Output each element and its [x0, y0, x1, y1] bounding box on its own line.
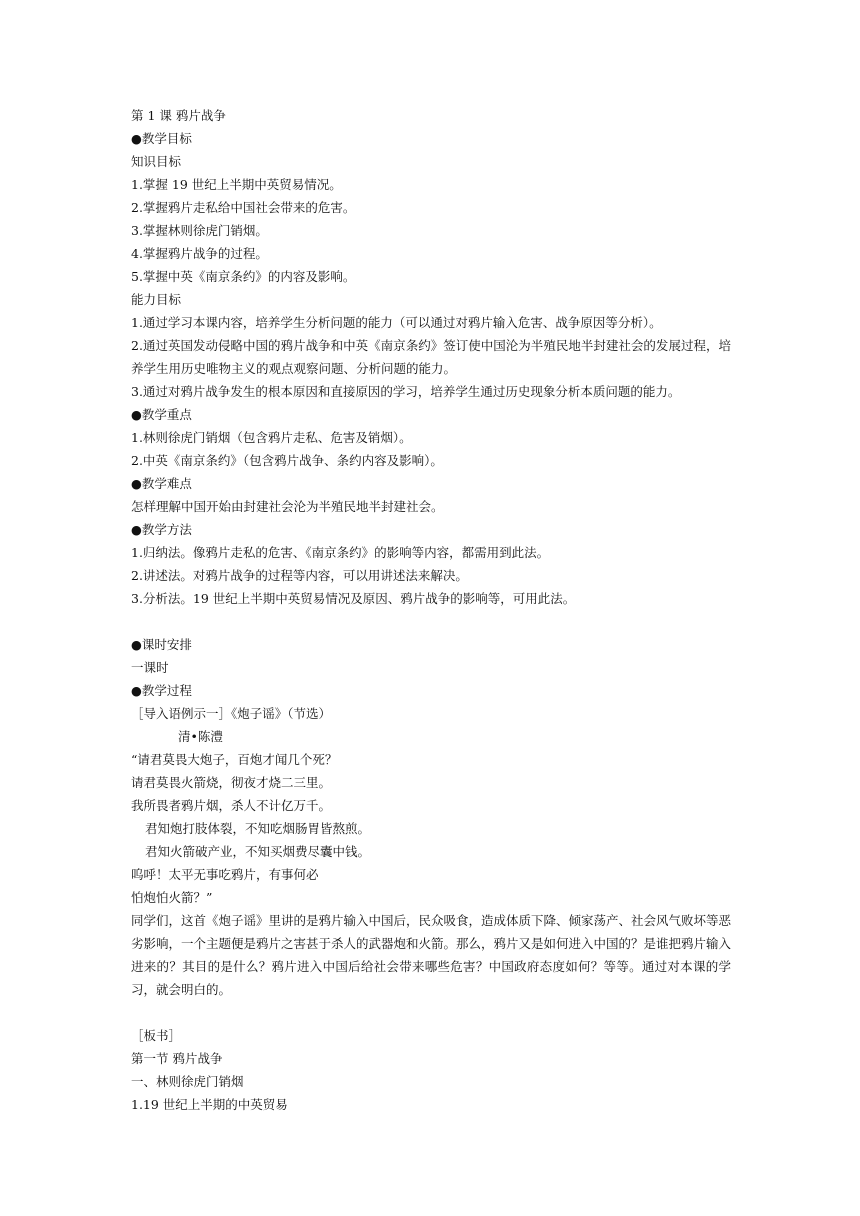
board-label: ［板书］ — [131, 1028, 182, 1043]
spacer — [131, 1001, 731, 1024]
knowledge-objective-item: 3.掌握林则徐虎门销烟。 — [131, 223, 268, 238]
knowledge-objective-item: 4.掌握鸦片战争的过程。 — [131, 246, 268, 261]
key-points-heading: ●教学重点 — [131, 407, 192, 422]
method-item: 1.归纳法。像鸦片走私的危害、《南京条约》的影响等内容，都需用到此法。 — [131, 545, 550, 560]
ability-objective-item: 1.通过学习本课内容，培养学生分析问题的能力（可以通过对鸦片输入危害、战争原因等分析）。 — [131, 315, 662, 330]
intro-label: ［导入语例示一］《炮子谣》（节选） — [131, 706, 332, 721]
board-point: 1.19 世纪上半期的中英贸易 — [131, 1097, 288, 1112]
lesson-plan-text — [131, 104, 731, 1116]
poem-line: 君知火箭破产业，不知买烟费尽囊中钱。 — [145, 844, 371, 859]
method-item: 2.讲述法。对鸦片战争的过程等内容，可以用讲述法来解决。 — [131, 568, 468, 583]
poem-line: 怕炮怕火箭？” — [131, 890, 213, 905]
schedule-heading: ●课时安排 — [131, 637, 192, 652]
board-section-title: 第一节 鸦片战争 — [131, 1051, 223, 1066]
poem-line: 我所畏者鸦片烟，杀人不计亿万千。 — [131, 798, 332, 813]
poem-line: 请君莫畏火箭烧，彻夜才烧二三里。 — [131, 775, 332, 790]
key-point-item: 1.林则徐虎门销烟（包含鸦片走私、危害及销烟）。 — [131, 430, 412, 445]
knowledge-objective-item: 1.掌握 19 世纪上半期中英贸易情况。 — [131, 177, 342, 192]
ability-objective-item: 2.通过英国发动侵略中国的鸦片战争和中英《南京条约》签订使中国沦为半殖民地半封建社会的发展过程，培养学生用历史唯物主义的观点观察问题、分析问题的能力。 — [131, 338, 731, 376]
knowledge-objective-item: 5.掌握中英《南京条约》的内容及影响。 — [131, 269, 356, 284]
spacer — [131, 610, 731, 633]
ability-objectives-heading: 能力目标 — [131, 292, 182, 307]
key-point-item: 2.中英《南京条约》（包含鸦片战争、条约内容及影响）。 — [131, 453, 443, 468]
method-item: 3.分析法。19 世纪上半期中英贸易情况及原因、鸦片战争的影响等，可用此法。 — [131, 591, 576, 606]
poem-line: 呜呼！太平无事吃鸦片，有事何必 — [131, 867, 319, 882]
difficulty-heading: ●教学难点 — [131, 476, 192, 491]
poem-line: “请君莫畏大炮子，百炮才闻几个死？ — [131, 752, 338, 767]
poem-author: 清•陈澧 — [178, 729, 223, 744]
knowledge-objective-item: 2.掌握鸦片走私给中国社会带来的危害。 — [131, 200, 356, 215]
methods-heading: ●教学方法 — [131, 522, 192, 537]
knowledge-objectives-heading: 知识目标 — [131, 154, 182, 169]
intro-paragraph: 同学们，这首《炮子谣》里讲的是鸦片输入中国后，民众吸食，造成体质下降、倾家荡产、社会风气败坏等恶劣影响，一个主题便是鸦片之害甚于杀人的武器炮和火箭。那么，鸦片又是如何进入中国的？是谁把鸦片输入进来的？其目的是什么？鸦片进入中国后给社会带来哪些危害？中国政府态度如何？等等。通过对本课的学习，就会明白的。 — [131, 913, 732, 997]
ability-objective-item: 3.通过对鸦片战争发生的根本原因和直接原因的学习，培养学生通过历史现象分析本质问题的能力。 — [131, 384, 681, 399]
poem-line: 君知炮打肢体裂，不知吃烟肠胃皆熬煎。 — [145, 821, 371, 836]
lesson-title: 第 1 课 鸦片战争 — [131, 108, 226, 123]
schedule-text: 一课时 — [131, 660, 169, 675]
board-subheading: 一、林则徐虎门销烟 — [131, 1074, 244, 1089]
objectives-heading: ●教学目标 — [131, 131, 192, 146]
process-heading: ●教学过程 — [131, 683, 192, 698]
difficulty-text: 怎样理解中国开始由封建社会沦为半殖民地半封建社会。 — [131, 499, 444, 514]
